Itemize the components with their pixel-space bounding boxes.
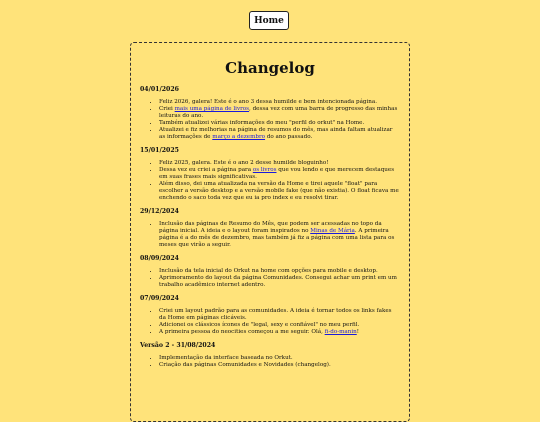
- list-item: [159, 221, 400, 249]
- item-text: Inclusão da tela inicial do Orkut na home com opções para mobile e desktop.: [159, 268, 378, 274]
- item-text: Implementação da interface baseada no Orkut.: [159, 355, 293, 361]
- item-text: Criei um layout padrão para as comunidades. A ideia é tornar todos os links fakes da Home em páginas clicáveis.: [159, 308, 392, 321]
- inline-link[interactable]: fi-do-manin: [324, 329, 357, 335]
- item-text: Criação das páginas Comunidades e Novidades (changelog).: [159, 362, 331, 368]
- list-item: [159, 181, 400, 202]
- item-text: , dessa vez com uma barra de progresso das minhas leituras do ano.: [159, 106, 398, 119]
- changelog-entry: [140, 86, 400, 141]
- item-text: que vou lendo e que merecem destaques em suas frases mais significativas.: [159, 167, 395, 180]
- entry-items: [140, 308, 400, 336]
- entry-items: [140, 99, 400, 141]
- list-item: [159, 167, 400, 181]
- list-item: [159, 160, 400, 167]
- entry-date: 15/01/2025: [140, 147, 179, 154]
- changelog-list: [140, 86, 400, 369]
- list-item: [159, 355, 400, 362]
- item-text: Criei: [159, 106, 175, 112]
- list-item: [159, 268, 400, 275]
- entry-date: 07/09/2024: [140, 295, 179, 302]
- inline-link[interactable]: os livros: [252, 167, 277, 173]
- page-title: Changelog: [225, 59, 315, 77]
- inline-link[interactable]: Minas de Mária: [310, 228, 355, 234]
- list-item: [159, 99, 400, 106]
- changelog-entry: [140, 147, 400, 202]
- changelog-entry: [140, 295, 400, 336]
- inline-link[interactable]: março a dezembro: [212, 134, 266, 140]
- item-text: Feliz 2026, galera! Este é o ano 3 dessa humilde e bem intencionada página.: [159, 99, 378, 105]
- entry-date: 29/12/2024: [140, 208, 179, 215]
- entry-date: 08/09/2024: [140, 255, 179, 262]
- list-item: [159, 322, 400, 329]
- item-text: do ano passado.: [265, 134, 313, 140]
- list-item: [159, 106, 400, 120]
- item-text: Também atualizei várias informações do meu "perfil do orkut" na Home.: [159, 120, 365, 126]
- item-text: Feliz 2025, galera. Este é o ano 2 desse humilde bloguinho!: [159, 160, 329, 166]
- list-item: [159, 275, 400, 289]
- item-text: Aprimoramento do layout da página Comunidades. Consegui achar um print em um trabalho acadêmico internet adentro.: [159, 275, 397, 288]
- item-text: !: [356, 329, 359, 335]
- home-button[interactable]: Home: [249, 11, 289, 30]
- list-item: [159, 127, 400, 141]
- inline-link[interactable]: mais uma página de livros: [174, 106, 250, 112]
- changelog-entry: [140, 208, 400, 249]
- entry-items: [140, 221, 400, 249]
- item-text: Dessa vez eu criei a página para: [159, 167, 253, 173]
- list-item: [159, 362, 400, 369]
- entry-items: [140, 268, 400, 289]
- item-text: Além disso, dei uma atualizada na versão da Home e tirei aquele "float" para escolher a versão desktop e a versão mobile fake (que não existia). O float ficava me enchendo o saco toda vez que eu ia pro index e eu resolvi tirar.: [159, 181, 399, 201]
- entry-items: [140, 160, 400, 202]
- changelog-entry: [140, 342, 400, 369]
- entry-items: [140, 355, 400, 369]
- list-item: [159, 120, 400, 127]
- item-text: . A primeira página é a do mês de dezembro, mas também já fiz a página com uma lista para os meses que virão a seguir.: [159, 228, 395, 248]
- item-text: A primeira pessoa do neocities começou a me seguir. Olá,: [159, 329, 325, 335]
- list-item: [159, 329, 400, 336]
- entry-date: 04/01/2026: [140, 86, 179, 93]
- item-text: Adicionei os clássicos ícones de "legal, sexy e confiável" no meu perfil.: [159, 322, 360, 328]
- list-item: [159, 308, 400, 322]
- changelog-entry: [140, 255, 400, 289]
- entry-date: Versão 2 - 31/08/2024: [140, 342, 216, 349]
- item-text: Atualizei e fiz melhorias na página de resumos do mês, mas ainda faltam atualizar as informações de: [159, 127, 393, 140]
- changelog-panel: [130, 42, 410, 422]
- item-text: Inclusão das páginas de Resumo do Mês, que podem ser acessadas no topo da página inicial. A ideia e o layout foram inspirados no: [159, 221, 382, 234]
